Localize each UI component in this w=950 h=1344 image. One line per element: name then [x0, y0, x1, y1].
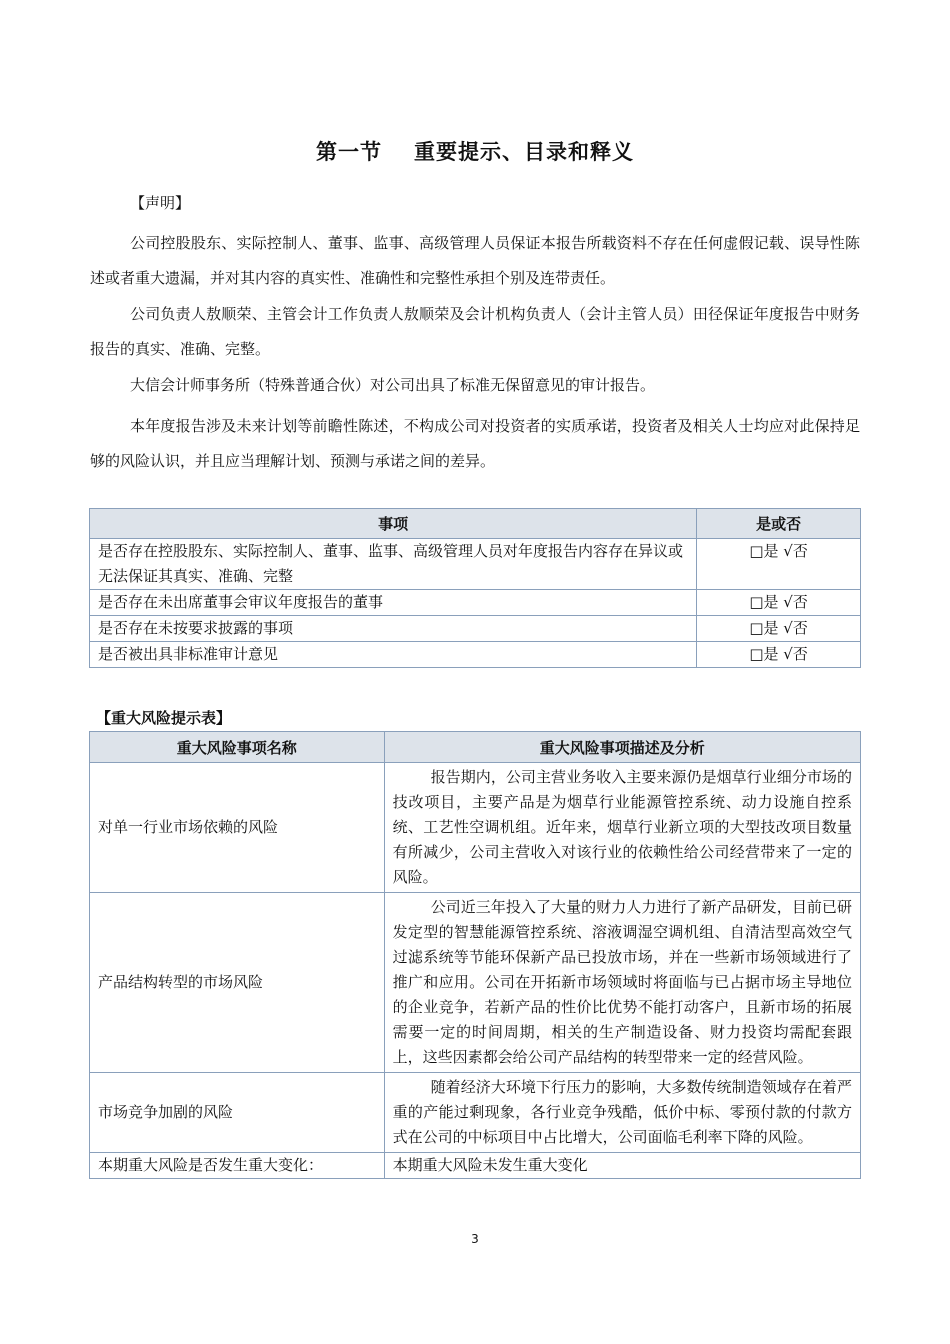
risk-table [89, 731, 861, 1179]
column-header: 重大风险事项名称 [90, 732, 385, 763]
table-row [90, 642, 861, 668]
table-row [90, 590, 861, 616]
paragraph-responsible-persons: 公司负责人敖顺荣、主管会计工作负责人敖顺荣及会计机构负责人（会计主管人员）田径保证年度报告中财务报告的真实、准确、完整。 [90, 305, 860, 358]
paragraph-guarantee: 公司控股股东、实际控制人、董事、监事、高级管理人员保证本报告所载资料不存在任何虚假记载、误导性陈述或者重大遗漏，并对其内容的真实性、准确性和完整性承担个别及连带责任。 [90, 234, 860, 287]
risk-description: 随着经济大环境下行压力的影响，大多数传统制造领域存在着严重的产能过剩现象，各行业竞争残酷，低价中标、零预付款的付款方式在公司的中标项目中占比增大，公司面临毛利率下降的风险。 [384, 1073, 860, 1153]
column-header: 是或否 [697, 509, 861, 539]
risk-description: 报告期内，公司主营业务收入主要来源仍是烟草行业细分市场的技改项目，主要产品是为烟草行业能源管控系统、动力设施自控系统、工艺性空调机组。近年来，烟草行业新立项的大型技改项目数量有所减少，公司主营收入对该行业的依赖性给公司经营带来了一定的风险。 [384, 763, 860, 893]
section-name: 重要提示、目录和释义 [414, 140, 634, 164]
matters-table [89, 508, 861, 668]
paragraph-forward-looking: 本年度报告涉及未来计划等前瞻性陈述，不构成公司对投资者的实质承诺，投资者及相关人士均应对此保持足够的风险认识，并且应当理解计划、预测与承诺之间的差异。 [90, 417, 860, 470]
declaration-heading: 【声明】 [130, 194, 191, 212]
risk-name: 产品结构转型的市场风险 [90, 893, 385, 1073]
table-row [90, 539, 861, 590]
matter-answer: □是 √否 [697, 539, 861, 590]
section-number: 第一节 [316, 140, 382, 164]
page-title [0, 136, 950, 166]
matter-answer: □是 √否 [697, 642, 861, 668]
matter-item: 是否存在未按要求披露的事项 [90, 616, 697, 642]
matter-item: 是否存在未出席董事会审议年度报告的董事 [90, 590, 697, 616]
table-header-row [90, 732, 861, 763]
matter-item: 是否存在控股股东、实际控制人、董事、监事、高级管理人员对年度报告内容存在异议或无法保证其真实、准确、完整 [90, 539, 697, 590]
risk-summary-value: 本期重大风险未发生重大变化 [384, 1153, 860, 1179]
matter-answer: □是 √否 [697, 590, 861, 616]
table-row [90, 1073, 861, 1153]
risk-name: 对单一行业市场依赖的风险 [90, 763, 385, 893]
risk-summary-label: 本期重大风险是否发生重大变化： [90, 1153, 385, 1179]
table-row [90, 763, 861, 893]
page-number: 3 [471, 1232, 479, 1246]
risk-description: 公司近三年投入了大量的财力人力进行了新产品研发，目前已研发定型的智慧能源管控系统、溶液调湿空调机组、自清洁型高效空气过滤系统等节能环保新产品已投放市场，并在一些新市场领域进行了推广和应用。公司在开拓新市场领域时将面临与已占据市场主导地位的企业竞争，若新产品的性价比优势不能打动客户，且新市场的拓展需要一定的时间周期，相关的生产制造设备、财力投资均需配套跟上，这些因素都会给公司产品结构的转型带来一定的经营风险。 [384, 893, 860, 1073]
table-row [90, 893, 861, 1073]
column-header: 事项 [90, 509, 697, 539]
table-header-row [90, 509, 861, 539]
table-row [90, 1153, 861, 1179]
table-row [90, 616, 861, 642]
paragraph-auditor: 大信会计师事务所（特殊普通合伙）对公司出具了标准无保留意见的审计报告。 [130, 376, 656, 394]
column-header: 重大风险事项描述及分析 [384, 732, 860, 763]
risk-table-heading: 【重大风险提示表】 [96, 709, 232, 727]
matter-item: 是否被出具非标准审计意见 [90, 642, 697, 668]
matter-answer: □是 √否 [697, 616, 861, 642]
risk-name: 市场竞争加剧的风险 [90, 1073, 385, 1153]
